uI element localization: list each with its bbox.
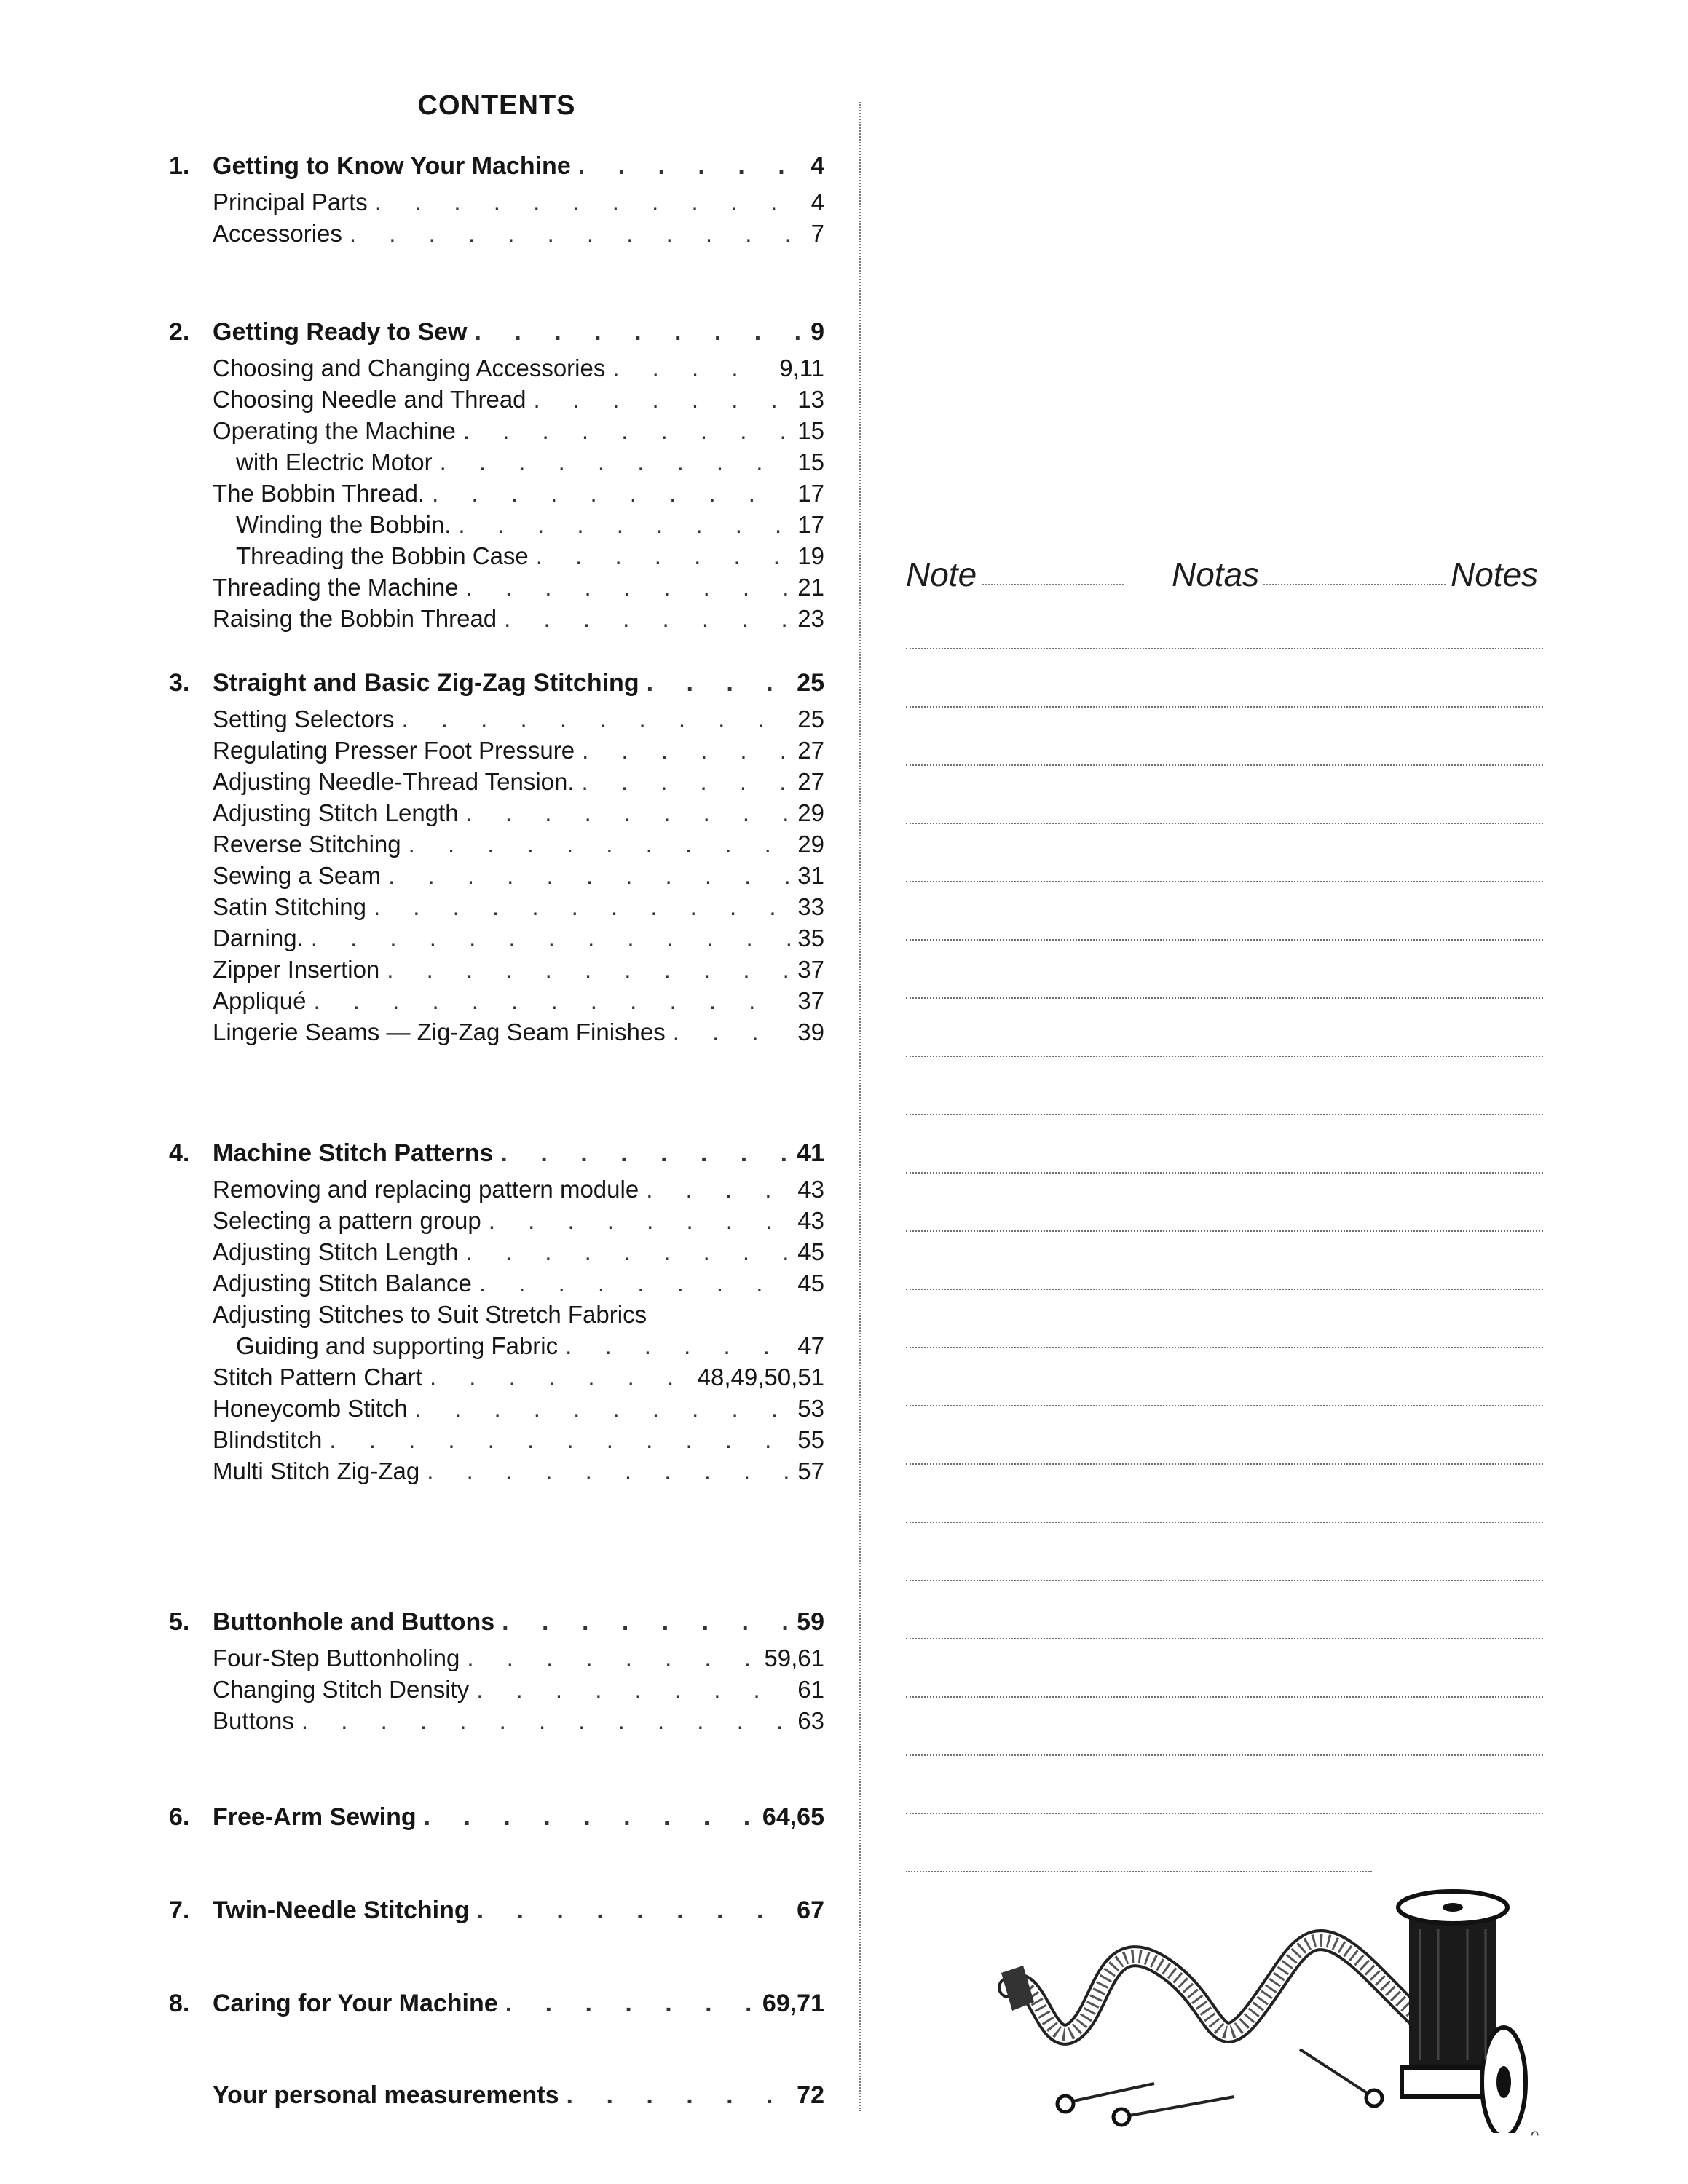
- toc-entry: [169, 703, 824, 735]
- toc-section-heading: [169, 662, 824, 703]
- toc-entry-label: Selecting a pattern group: [213, 1207, 481, 1234]
- toc-section-heading: [169, 2075, 824, 2116]
- toc-page-number: 29: [797, 799, 824, 826]
- toc-leader-dots: [301, 1705, 790, 1736]
- toc-page-number: 15: [797, 448, 824, 475]
- toc-section-title: Straight and Basic Zig-Zag Stitching: [213, 669, 639, 697]
- toc-entry: [169, 571, 824, 603]
- toc-entry-label: Choosing and Changing Accessories: [213, 355, 606, 381]
- toc-leader-dots: [505, 1983, 755, 2024]
- toc-leader-dots: [477, 1890, 790, 1931]
- toc-leader-dots: [427, 1455, 790, 1487]
- notes-ruled-line: [906, 1056, 1543, 1057]
- toc-entry-label: Adjusting Stitch Length: [213, 799, 459, 826]
- toc-page-number: 37: [797, 956, 824, 983]
- toc-page-number: 35: [797, 925, 824, 951]
- toc-section-heading: [169, 1890, 824, 1931]
- toc-leader-dots: [388, 860, 790, 891]
- toc-page-number: 39: [797, 1018, 824, 1045]
- notes-ruled-line: [906, 648, 1543, 649]
- toc-entry-label: Lingerie Seams — Zig-Zag Seam Finishes: [213, 1018, 666, 1045]
- tape-measure-icon: [1001, 1940, 1460, 2035]
- toc-entry: [169, 1016, 824, 1048]
- toc-entry: [169, 1330, 824, 1361]
- toc-leader-dots: [440, 446, 791, 478]
- toc-leader-dots: [612, 352, 772, 384]
- notes-ruled-line: [906, 1463, 1543, 1465]
- toc-entry: [169, 922, 824, 954]
- toc-section-number: 4.: [169, 1139, 190, 1167]
- toc-section-heading: [169, 1797, 824, 1837]
- notes-ruled-line: [906, 1754, 1543, 1756]
- toc-entry: [169, 415, 824, 446]
- toc-section: [169, 146, 824, 249]
- toc-page-number: 25: [797, 669, 824, 697]
- toc-entry-label: Darning.: [213, 925, 304, 951]
- toc-leader-dots: [536, 540, 791, 571]
- toc-section-number: 7.: [169, 1896, 190, 1924]
- toc-entry: [169, 735, 824, 766]
- toc-page-number: 37: [797, 987, 824, 1014]
- toc-entry-label: Operating the Machine: [213, 417, 456, 444]
- toc-entry-label: Buttons: [213, 1707, 294, 1734]
- toc-entry-label: Zipper Insertion: [213, 956, 380, 983]
- toc-entry: [169, 954, 824, 985]
- toc-entry-label: Threading the Bobbin Case: [236, 542, 529, 569]
- toc-leader-dots: [534, 384, 791, 415]
- toc-page-number: 67: [797, 1896, 824, 1924]
- toc-entry-label: Removing and replacing pattern module: [213, 1176, 639, 1203]
- toc-entry: [169, 509, 824, 540]
- toc-page-number: 59,61: [764, 1645, 824, 1671]
- toc-leader-dots: [475, 312, 804, 352]
- toc-page-number: 7: [811, 220, 824, 247]
- toc-section: [169, 312, 824, 634]
- toc-entry-label: Blindstitch: [213, 1426, 323, 1453]
- thread-spool-icon: [1398, 1891, 1526, 2133]
- toc-entry-label: Winding the Bobbin.: [236, 511, 451, 538]
- toc-page-number: 33: [797, 893, 824, 920]
- notes-ruled-line: [906, 1405, 1543, 1406]
- toc-entry-label: Adjusting Stitches to Suit Stretch Fabrics: [213, 1301, 647, 1328]
- toc-section: [169, 1797, 824, 1837]
- toc-leader-dots: [504, 603, 790, 634]
- contents-title: CONTENTS: [417, 90, 576, 121]
- toc-entry: [169, 186, 824, 218]
- toc-page-number: 45: [797, 1270, 824, 1297]
- notes-ruled-line: [906, 1580, 1543, 1581]
- toc-section-title: Buttonhole and Buttons: [213, 1608, 495, 1636]
- notes-ruled-line: [906, 1522, 1543, 1523]
- toc-entry: [169, 1205, 824, 1236]
- toc-page-number: 69,71: [762, 1990, 824, 2017]
- toc-entry: [169, 1361, 824, 1393]
- toc-page-number: 19: [797, 542, 824, 569]
- notes-ruled-line: [906, 1871, 1372, 1872]
- notes-header: [902, 555, 1546, 606]
- toc-section-number: 8.: [169, 1990, 190, 2017]
- toc-leader-dots: [466, 1236, 791, 1267]
- toc-entry-label: Adjusting Stitch Balance: [213, 1270, 472, 1297]
- toc-entry: [169, 446, 824, 478]
- toc-page-number: 57: [797, 1457, 824, 1484]
- toc-entry: [169, 540, 824, 571]
- toc-leader-dots: [500, 1133, 789, 1174]
- toc-leader-dots: [479, 1267, 790, 1299]
- toc-section-title: Machine Stitch Patterns: [213, 1139, 494, 1167]
- toc-section-title: Getting to Know Your Machine: [213, 152, 571, 180]
- pins-icon: [1057, 2049, 1382, 2125]
- toc-entry-label: Honeycomb Stitch: [213, 1395, 408, 1422]
- toc-entry-label: Adjusting Needle-Thread Tension.: [213, 768, 575, 795]
- toc-leader-dots: [458, 509, 790, 540]
- notes-label-note: Note: [902, 555, 981, 594]
- toc-page-number: 23: [797, 605, 824, 632]
- toc-leader-dots: [311, 922, 791, 954]
- toc-page-number: 61: [797, 1676, 824, 1703]
- toc-leader-dots: [489, 1205, 791, 1236]
- toc-page-number: 13: [797, 386, 824, 413]
- toc-page-number: 43: [797, 1207, 824, 1234]
- toc-section-heading: [169, 1133, 824, 1174]
- toc-entry: [169, 1267, 824, 1299]
- toc-page-number: 27: [797, 737, 824, 764]
- toc-leader-dots: [582, 735, 790, 766]
- toc-entry: [169, 1174, 824, 1205]
- toc-entry-label: Guiding and supporting Fabric: [236, 1332, 559, 1359]
- toc-section-number: 3.: [169, 669, 190, 697]
- notes-ruled-line: [906, 706, 1543, 708]
- toc-section: [169, 1983, 824, 2024]
- toc-page-number: 31: [797, 862, 824, 889]
- toc-section: [169, 1133, 824, 1487]
- toc-leader-dots: [582, 766, 791, 797]
- notes-ruled-line: [906, 1813, 1543, 1814]
- toc-section-title: Twin-Needle Stitching: [213, 1896, 470, 1924]
- toc-entry: [169, 384, 824, 415]
- toc-section-heading: [169, 1602, 824, 1642]
- notes-ruled-line: [906, 823, 1543, 824]
- notes-ruled-line: [906, 1289, 1543, 1290]
- toc-section-heading: [169, 1983, 824, 2024]
- toc-leader-dots: [565, 1330, 790, 1361]
- toc-section-title: Free-Arm Sewing: [213, 1803, 417, 1831]
- toc-page-number: 72: [797, 2081, 824, 2109]
- toc-entry-label: with Electric Motor: [236, 448, 433, 475]
- toc-entry-label: Choosing Needle and Thread: [213, 386, 526, 413]
- toc-section-heading: [169, 146, 824, 186]
- toc-page-number: 27: [797, 768, 824, 795]
- notes-ruled-line: [906, 1696, 1543, 1698]
- toc-entry-label: Threading the Machine: [213, 574, 459, 601]
- toc-entry-label: Satin Stitching: [213, 893, 366, 920]
- notes-label-notes: Notes: [1446, 555, 1542, 594]
- toc-entry-label: The Bobbin Thread.: [213, 480, 425, 507]
- toc-section-title: Caring for Your Machine: [213, 1990, 498, 2017]
- toc-section-number: 1.: [169, 152, 190, 180]
- toc-entry: [169, 860, 824, 891]
- toc-section-number: 6.: [169, 1803, 190, 1831]
- toc-entry-label: Four-Step Buttonholing: [213, 1645, 460, 1671]
- toc-entry: [169, 1455, 824, 1487]
- page-corner-mark: ᵔ: [1531, 2126, 1539, 2150]
- notes-dotted-line: [1258, 584, 1448, 585]
- toc-entry-label: Reverse Stitching: [213, 831, 401, 858]
- toc-section-title: Getting Ready to Sew: [213, 318, 468, 346]
- toc-entry: [169, 1674, 824, 1705]
- toc-page-number: 64,65: [762, 1803, 824, 1831]
- toc-page-number: 17: [797, 511, 824, 538]
- notes-ruled-line: [906, 1347, 1543, 1348]
- toc-entry-label: Accessories: [213, 220, 342, 247]
- toc-leader-dots: [329, 1424, 790, 1455]
- notes-ruled-line: [906, 881, 1543, 882]
- toc-entry-label: Setting Selectors: [213, 705, 395, 732]
- toc-leader-dots: [647, 662, 790, 703]
- toc-leader-dots: [374, 891, 790, 922]
- toc-entry: [169, 1705, 824, 1736]
- toc-section: [169, 1890, 824, 1931]
- toc-section: [169, 2075, 824, 2116]
- toc-entry: [169, 1642, 824, 1674]
- toc-entry: [169, 1424, 824, 1455]
- toc-entry-label: Adjusting Stitch Length: [213, 1238, 459, 1265]
- toc-entry: [169, 985, 824, 1016]
- toc-entry: [169, 218, 824, 249]
- toc-page-number: 41: [797, 1139, 824, 1167]
- toc-leader-dots: [313, 985, 790, 1016]
- toc-leader-dots: [466, 571, 791, 603]
- toc-leader-dots: [350, 218, 804, 249]
- toc-page-number: 4: [811, 152, 824, 180]
- toc-page-number: 21: [797, 574, 824, 601]
- toc-page-number: 4: [811, 189, 824, 215]
- toc-entry: [169, 478, 824, 509]
- toc-leader-dots: [578, 146, 803, 186]
- toc-section-title: Your personal measurements: [213, 2081, 559, 2109]
- toc-leader-dots: [673, 1016, 791, 1048]
- notes-label-notas: Notas: [1167, 555, 1263, 594]
- toc-entry: [169, 352, 824, 384]
- toc-entry: [169, 1236, 824, 1267]
- toc-entry: [169, 828, 824, 860]
- toc-leader-dots: [466, 797, 791, 828]
- toc-entry-label: Stitch Pattern Chart: [213, 1364, 422, 1390]
- toc-page-number: 55: [797, 1426, 824, 1453]
- notes-dotted-line: [971, 584, 1124, 585]
- toc-section: [169, 1602, 824, 1736]
- toc-page-number: 43: [797, 1176, 824, 1203]
- toc-entry-label: Raising the Bobbin Thread: [213, 605, 497, 632]
- toc-leader-dots: [401, 703, 790, 735]
- toc-page-number: 59: [797, 1608, 824, 1636]
- toc-entry-label: Appliqué: [213, 987, 307, 1014]
- toc-leader-dots: [409, 828, 791, 860]
- toc-leader-dots: [432, 478, 790, 509]
- toc-leader-dots: [430, 1361, 690, 1393]
- toc-leader-dots: [424, 1797, 755, 1837]
- toc-entry-label: Changing Stitch Density: [213, 1676, 470, 1703]
- notes-ruled-line: [906, 997, 1543, 999]
- sewing-illustration: [994, 1886, 1577, 2133]
- toc-leader-dots: [387, 954, 790, 985]
- toc-leader-dots: [646, 1174, 790, 1205]
- toc-entry: [169, 1393, 824, 1424]
- notes-ruled-line: [906, 1638, 1543, 1639]
- toc-entry-label: Principal Parts: [213, 189, 368, 215]
- toc-entry: [169, 603, 824, 634]
- toc-section: [169, 662, 824, 1048]
- toc-leader-dots: [476, 1674, 790, 1705]
- toc-leader-dots: [415, 1393, 790, 1424]
- notes-ruled-line: [906, 764, 1543, 766]
- column-divider: [859, 102, 861, 2111]
- toc-page-number: 47: [797, 1332, 824, 1359]
- toc-page-number: 48,49,50,51: [697, 1364, 824, 1390]
- toc-leader-dots: [567, 2075, 790, 2116]
- toc-page-number: 63: [797, 1707, 824, 1734]
- toc-section-number: 5.: [169, 1608, 190, 1636]
- toc-page-number: 17: [797, 480, 824, 507]
- toc-section-number: 2.: [169, 318, 190, 346]
- notes-ruled-line: [906, 1114, 1543, 1115]
- toc-page-number: 25: [797, 705, 824, 732]
- toc-entry: [169, 1299, 824, 1330]
- toc-leader-dots: [375, 186, 804, 218]
- toc-leader-dots: [467, 1642, 757, 1674]
- toc-page-number: 29: [797, 831, 824, 858]
- toc-page-number: 9: [811, 318, 824, 346]
- toc-page-number: 9,11: [779, 355, 824, 381]
- toc-page-number: 53: [797, 1395, 824, 1422]
- notes-ruled-line: [906, 939, 1543, 941]
- notes-ruled-line: [906, 1230, 1543, 1232]
- toc-leader-dots: [463, 415, 790, 446]
- toc-entry: [169, 891, 824, 922]
- toc-page-number: 15: [797, 417, 824, 444]
- toc-entry: [169, 797, 824, 828]
- toc-entry-label: Regulating Presser Foot Pressure: [213, 737, 575, 764]
- toc-entry: [169, 766, 824, 797]
- toc-entry-label: Sewing a Seam: [213, 862, 382, 889]
- toc-entry-label: Multi Stitch Zig-Zag: [213, 1457, 420, 1484]
- notes-ruled-line: [906, 1172, 1543, 1174]
- toc-section-heading: [169, 312, 824, 352]
- toc-page-number: 45: [797, 1238, 824, 1265]
- toc-leader-dots: [502, 1602, 789, 1642]
